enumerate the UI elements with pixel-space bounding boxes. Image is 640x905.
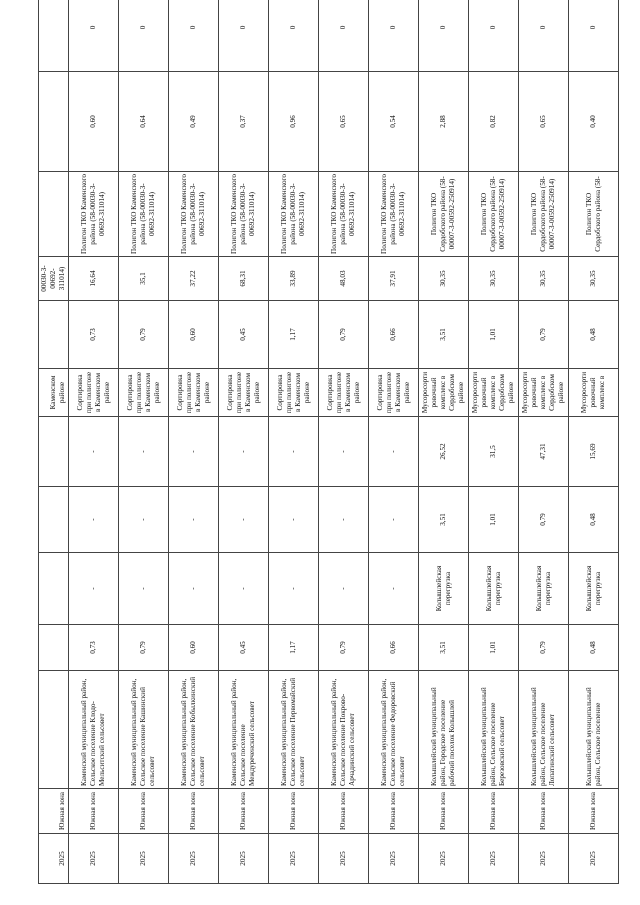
transfer-volume-cell: 3,51 bbox=[419, 487, 469, 553]
extra-cell: 0 bbox=[269, 0, 319, 72]
table-row bbox=[169, 0, 219, 884]
volume-cell: 3,51 bbox=[419, 625, 469, 671]
table-row bbox=[269, 0, 319, 884]
municipality-cell: Каменский муниципальный район, Сельское поселение Кобылкинский сельсовет bbox=[169, 671, 219, 789]
transfer-volume-cell: - bbox=[369, 487, 419, 553]
volume-cell bbox=[39, 625, 69, 671]
sorting-distance-cell: 68,31 bbox=[219, 257, 269, 301]
sorting-volume-cell: 0,66 bbox=[369, 301, 419, 369]
sorting-distance-cell: 00030-3-00692-311014) bbox=[39, 257, 69, 301]
transfer-distance-cell: - bbox=[219, 417, 269, 487]
sorting-facility-cell: Сортировка при полигоне в Каменском районе bbox=[119, 369, 169, 417]
municipality-cell: Каменский муниципальный район, Сельское поселение Первомайский сельсовет bbox=[269, 671, 319, 789]
transfer-volume-cell: - bbox=[119, 487, 169, 553]
zone-cell: Южная зона bbox=[169, 789, 219, 834]
zone-cell: Южная зона bbox=[69, 789, 119, 834]
sorting-facility-cell: Сортировка при полигоне в Каменском районе bbox=[219, 369, 269, 417]
extra-cell: 0 bbox=[319, 0, 369, 72]
table-row bbox=[419, 0, 469, 884]
year-cell: 2025 bbox=[369, 834, 419, 884]
zone-cell: Южная зона bbox=[519, 789, 569, 834]
year-cell: 2025 bbox=[219, 834, 269, 884]
landfill-volume-cell: 0,54 bbox=[369, 72, 419, 172]
landfill-cell: Полигон ТКО Сердобского района (58- bbox=[569, 172, 619, 257]
landfill-volume-cell: 0,65 bbox=[519, 72, 569, 172]
year-cell: 2025 bbox=[269, 834, 319, 884]
transfer-distance-cell: - bbox=[69, 417, 119, 487]
landfill-volume-cell bbox=[39, 72, 69, 172]
zone-cell: Южная зона bbox=[469, 789, 519, 834]
landfill-volume-cell: 2,88 bbox=[419, 72, 469, 172]
sorting-distance-cell: 30,35 bbox=[419, 257, 469, 301]
sorting-distance-cell: 30,35 bbox=[519, 257, 569, 301]
sorting-distance-cell: 16,64 bbox=[69, 257, 119, 301]
sorting-volume-cell: 0,73 bbox=[69, 301, 119, 369]
transfer-volume-cell bbox=[39, 487, 69, 553]
landfill-cell: Полигон ТКО Сердобского района (58-00007-3-00592-250914) bbox=[469, 172, 519, 257]
sorting-facility-cell: Сортировка при полигоне в Каменском районе bbox=[269, 369, 319, 417]
sorting-facility-cell: Сортировка при полигоне в Каменском районе bbox=[319, 369, 369, 417]
extra-cell: 0 bbox=[219, 0, 269, 72]
municipality-cell: Колышлейский муниципальный район, Сельское поселение bbox=[569, 671, 619, 789]
extra-cell: 0 bbox=[519, 0, 569, 72]
transfer-station-cell: - bbox=[269, 553, 319, 625]
zone-cell: Южная зона bbox=[219, 789, 269, 834]
transfer-station-cell: - bbox=[319, 553, 369, 625]
sorting-distance-cell: 48,03 bbox=[319, 257, 369, 301]
transfer-distance-cell: 26,52 bbox=[419, 417, 469, 487]
sorting-facility-cell: Мусоросортировочный комплекс в Сердобском районе bbox=[469, 369, 519, 417]
sorting-volume-cell bbox=[39, 301, 69, 369]
volume-cell: 1,17 bbox=[269, 625, 319, 671]
volume-cell: 0,45 bbox=[219, 625, 269, 671]
extra-cell: 0 bbox=[119, 0, 169, 72]
volume-cell: 0,79 bbox=[319, 625, 369, 671]
sorting-facility-cell: Сортировка при полигоне в Каменском районе bbox=[69, 369, 119, 417]
extra-cell: 0 bbox=[469, 0, 519, 72]
table-row bbox=[319, 0, 369, 884]
table-row bbox=[119, 0, 169, 884]
zone-cell: Южная зона bbox=[269, 789, 319, 834]
municipality-cell: Каменский муниципальный район, Сельское поселение Покрово-Арчадинский сельсовет bbox=[319, 671, 369, 789]
landfill-volume-cell: 0,60 bbox=[69, 72, 119, 172]
year-cell: 2025 bbox=[69, 834, 119, 884]
sorting-volume-cell: 3,51 bbox=[419, 301, 469, 369]
transfer-station-cell: Колышлейская перегрузка bbox=[569, 553, 619, 625]
volume-cell: 0,79 bbox=[519, 625, 569, 671]
landfill-cell: Полигон ТКО Сердобского района (58-00007-3-00592-250914) bbox=[519, 172, 569, 257]
rotated-table-wrapper bbox=[38, 25, 606, 884]
transfer-volume-cell: 0,79 bbox=[519, 487, 569, 553]
municipality-cell: Колышлейский муниципальный район, Сельское поселение Березовский сельсовет bbox=[469, 671, 519, 789]
landfill-cell: Полигон ТКО Каменского района (58-00030-3-00692-311014) bbox=[219, 172, 269, 257]
sorting-volume-cell: 0,48 bbox=[569, 301, 619, 369]
zone-cell: Южная зона bbox=[419, 789, 469, 834]
extra-cell: 0 bbox=[569, 0, 619, 72]
landfill-volume-cell: 0,64 bbox=[119, 72, 169, 172]
year-cell: 2025 bbox=[419, 834, 469, 884]
table-row bbox=[519, 0, 569, 884]
sorting-distance-cell: 37,22 bbox=[169, 257, 219, 301]
transfer-distance-cell: 47,31 bbox=[519, 417, 569, 487]
transfer-station-cell: - bbox=[69, 553, 119, 625]
landfill-cell: Полигон ТКО Каменского района (58-00030-3-00692-311014) bbox=[369, 172, 419, 257]
volume-cell: 0,79 bbox=[119, 625, 169, 671]
municipality-cell: Каменский муниципальный район, Сельское поселение Кашинский сельсовет bbox=[119, 671, 169, 789]
transfer-station-cell: - bbox=[119, 553, 169, 625]
landfill-cell: Полигон ТКО Сердобского района (58-00007-3-00592-250914) bbox=[419, 172, 469, 257]
transfer-station-cell bbox=[39, 553, 69, 625]
landfill-cell: Полигон ТКО Каменского района (58-00030-3-00692-311014) bbox=[269, 172, 319, 257]
year-cell: 2025 bbox=[569, 834, 619, 884]
table-row bbox=[69, 0, 119, 884]
landfill-volume-cell: 0,96 bbox=[269, 72, 319, 172]
transfer-distance-cell: - bbox=[269, 417, 319, 487]
municipality-cell: Колышлейский муниципальный район, Сельское поселение Лопатинский сельсовет bbox=[519, 671, 569, 789]
landfill-cell: Полигон ТКО Каменского района (58-00030-3-00692-311014) bbox=[69, 172, 119, 257]
sorting-distance-cell: 30,35 bbox=[469, 257, 519, 301]
landfill-volume-cell: 0,37 bbox=[219, 72, 269, 172]
sorting-volume-cell: 0,79 bbox=[119, 301, 169, 369]
municipality-cell: Колышлейский муниципальный район, Городское поселение рабочий поселок Колышлей bbox=[419, 671, 469, 789]
sorting-volume-cell: 0,79 bbox=[319, 301, 369, 369]
transfer-volume-cell: - bbox=[319, 487, 369, 553]
zone-cell: Южная зона bbox=[569, 789, 619, 834]
municipality-cell: Каменский муниципальный район, Сельское поселение Федоровский сельсовет bbox=[369, 671, 419, 789]
transfer-distance-cell: 15,69 bbox=[569, 417, 619, 487]
year-cell: 2025 bbox=[519, 834, 569, 884]
sorting-facility-cell: Сортировка при полигоне в Каменском районе bbox=[169, 369, 219, 417]
sorting-distance-cell: 37,91 bbox=[369, 257, 419, 301]
extra-cell: 0 bbox=[419, 0, 469, 72]
volume-cell: 0,60 bbox=[169, 625, 219, 671]
transfer-station-cell: - bbox=[169, 553, 219, 625]
year-cell: 2025 bbox=[119, 834, 169, 884]
transfer-station-cell: - bbox=[369, 553, 419, 625]
transfer-station-cell: Колышлейская перегрузка bbox=[419, 553, 469, 625]
landfill-volume-cell: 0,65 bbox=[319, 72, 369, 172]
landfill-volume-cell: 0,40 bbox=[569, 72, 619, 172]
sorting-distance-cell: 30,35 bbox=[569, 257, 619, 301]
volume-cell: 0,48 bbox=[569, 625, 619, 671]
extra-cell: 0 bbox=[169, 0, 219, 72]
transfer-station-cell: Колышлейская перегрузка bbox=[519, 553, 569, 625]
transfer-distance-cell: - bbox=[369, 417, 419, 487]
landfill-cell: Полигон ТКО Каменского района (58-00030-3-00692-311014) bbox=[119, 172, 169, 257]
transfer-distance-cell: 31,5 bbox=[469, 417, 519, 487]
waste-flow-table bbox=[38, 0, 619, 884]
transfer-volume-cell: - bbox=[69, 487, 119, 553]
transfer-station-cell: - bbox=[219, 553, 269, 625]
sorting-facility-cell: Мусоросортировочный комплекс в bbox=[569, 369, 619, 417]
landfill-volume-cell: 0,82 bbox=[469, 72, 519, 172]
table-row bbox=[39, 0, 69, 884]
sorting-volume-cell: 0,60 bbox=[169, 301, 219, 369]
year-cell: 2025 bbox=[469, 834, 519, 884]
extra-cell: 0 bbox=[69, 0, 119, 72]
table-row bbox=[469, 0, 519, 884]
extra-cell: 0 bbox=[369, 0, 419, 72]
table-row bbox=[569, 0, 619, 884]
sorting-distance-cell: 35,1 bbox=[119, 257, 169, 301]
municipality-cell bbox=[39, 671, 69, 789]
table-row bbox=[369, 0, 419, 884]
transfer-distance-cell: - bbox=[119, 417, 169, 487]
sorting-volume-cell: 1,01 bbox=[469, 301, 519, 369]
transfer-station-cell: Колышлейская перегрузка bbox=[469, 553, 519, 625]
sorting-facility-cell: Каменском районе bbox=[39, 369, 69, 417]
municipality-cell: Каменский муниципальный район, Сельское поселение Междуреченский сельсовет bbox=[219, 671, 269, 789]
transfer-distance-cell: - bbox=[319, 417, 369, 487]
transfer-volume-cell: - bbox=[169, 487, 219, 553]
year-cell: 2025 bbox=[319, 834, 369, 884]
landfill-cell: Полигон ТКО Каменского района (58-00030-3-00692-311014) bbox=[319, 172, 369, 257]
zone-cell: Южная зона bbox=[39, 789, 69, 834]
sorting-facility-cell: Мусоросортировочный комплекс в Сердобском районе bbox=[519, 369, 569, 417]
transfer-volume-cell: 1,01 bbox=[469, 487, 519, 553]
sorting-volume-cell: 0,79 bbox=[519, 301, 569, 369]
year-cell: 2025 bbox=[39, 834, 69, 884]
transfer-volume-cell: 0,48 bbox=[569, 487, 619, 553]
municipality-cell: Каменский муниципальный район, Сельское поселение Клодо-Мельситский сельсовет bbox=[69, 671, 119, 789]
transfer-volume-cell: - bbox=[219, 487, 269, 553]
zone-cell: Южная зона bbox=[319, 789, 369, 834]
sorting-facility-cell: Сортировка при полигоне в Каменском районе bbox=[369, 369, 419, 417]
transfer-distance-cell bbox=[39, 417, 69, 487]
landfill-cell: Полигон ТКО Каменского района (58-00030-3-00692-311014) bbox=[169, 172, 219, 257]
zone-cell: Южная зона bbox=[369, 789, 419, 834]
sorting-volume-cell: 0,45 bbox=[219, 301, 269, 369]
landfill-volume-cell: 0,49 bbox=[169, 72, 219, 172]
sorting-distance-cell: 33,89 bbox=[269, 257, 319, 301]
transfer-volume-cell: - bbox=[269, 487, 319, 553]
landfill-cell bbox=[39, 172, 69, 257]
volume-cell: 0,66 bbox=[369, 625, 419, 671]
volume-cell: 0,73 bbox=[69, 625, 119, 671]
year-cell: 2025 bbox=[169, 834, 219, 884]
extra-cell bbox=[39, 0, 69, 72]
sorting-volume-cell: 1,17 bbox=[269, 301, 319, 369]
zone-cell: Южная зона bbox=[119, 789, 169, 834]
sorting-facility-cell: Мусоросортировочный комплекс в Сердобском районе bbox=[419, 369, 469, 417]
table-row bbox=[219, 0, 269, 884]
volume-cell: 1,01 bbox=[469, 625, 519, 671]
transfer-distance-cell: - bbox=[169, 417, 219, 487]
